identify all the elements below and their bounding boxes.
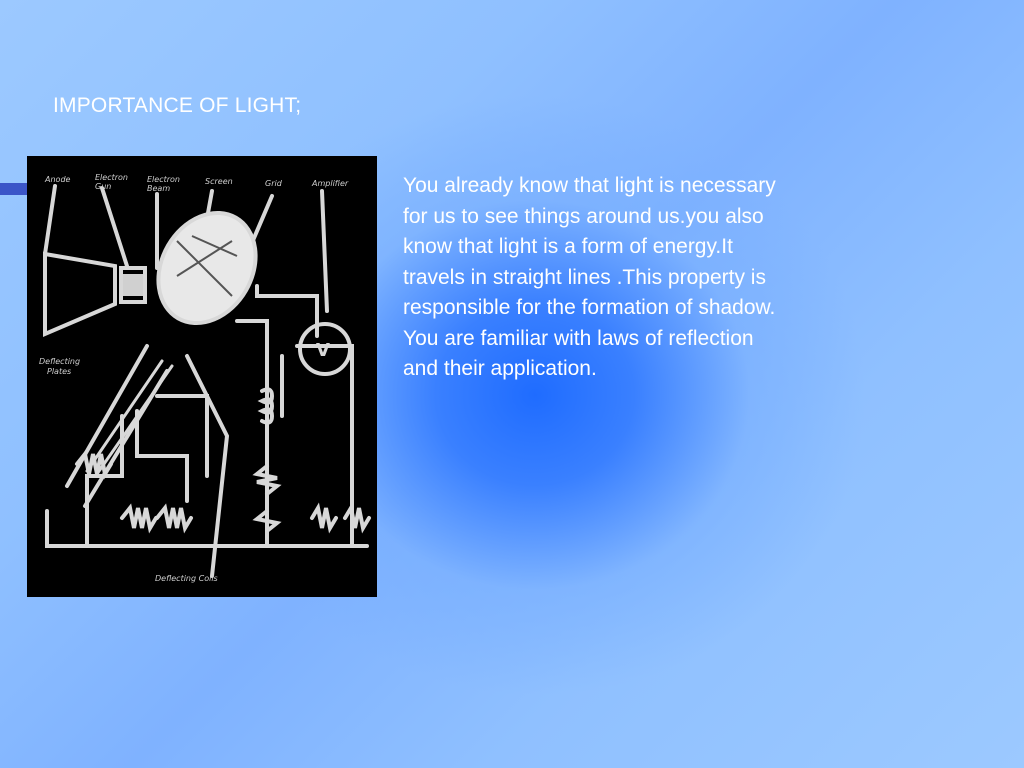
body-line: You already know that light is necessary (403, 174, 776, 197)
label-electron-beam-2: Beam (147, 184, 171, 193)
body-text (403, 171, 873, 385)
body-line: You are familiar with laws of reflection (403, 326, 754, 350)
label-v: V (316, 340, 330, 361)
label-anode: Anode (45, 175, 71, 184)
body-line: travels in straight lines .This property is (403, 265, 766, 289)
label-amplifier: Amplifier (312, 179, 349, 188)
label-screen: Screen (205, 177, 233, 186)
body-line: know that light is a form of energy.It (403, 235, 733, 258)
label-grid: Grid (265, 179, 282, 188)
body-line: for us to see things around us.you also (403, 204, 764, 228)
label-deflecting-coils: Deflecting Coils (155, 574, 218, 583)
label-deflecting-plates-2: Plates (47, 367, 72, 376)
screen-bulb (139, 195, 275, 340)
accent-bar (0, 183, 30, 195)
label-deflecting-plates: Deflecting (39, 357, 81, 366)
label-electron-gun: Electron (95, 173, 128, 182)
label-electron-beam: Electron (147, 175, 180, 184)
body-line: responsible for the formation of shadow. (403, 296, 776, 319)
crt-diagram-svg (27, 156, 377, 597)
crt-diagram-image (27, 156, 377, 597)
funnel-shape (45, 254, 115, 334)
label-electron-gun-2: Gun (95, 182, 112, 191)
body-line: and their application. (403, 357, 597, 380)
slide-title: IMPORTANCE OF LIGHT; (53, 94, 302, 117)
